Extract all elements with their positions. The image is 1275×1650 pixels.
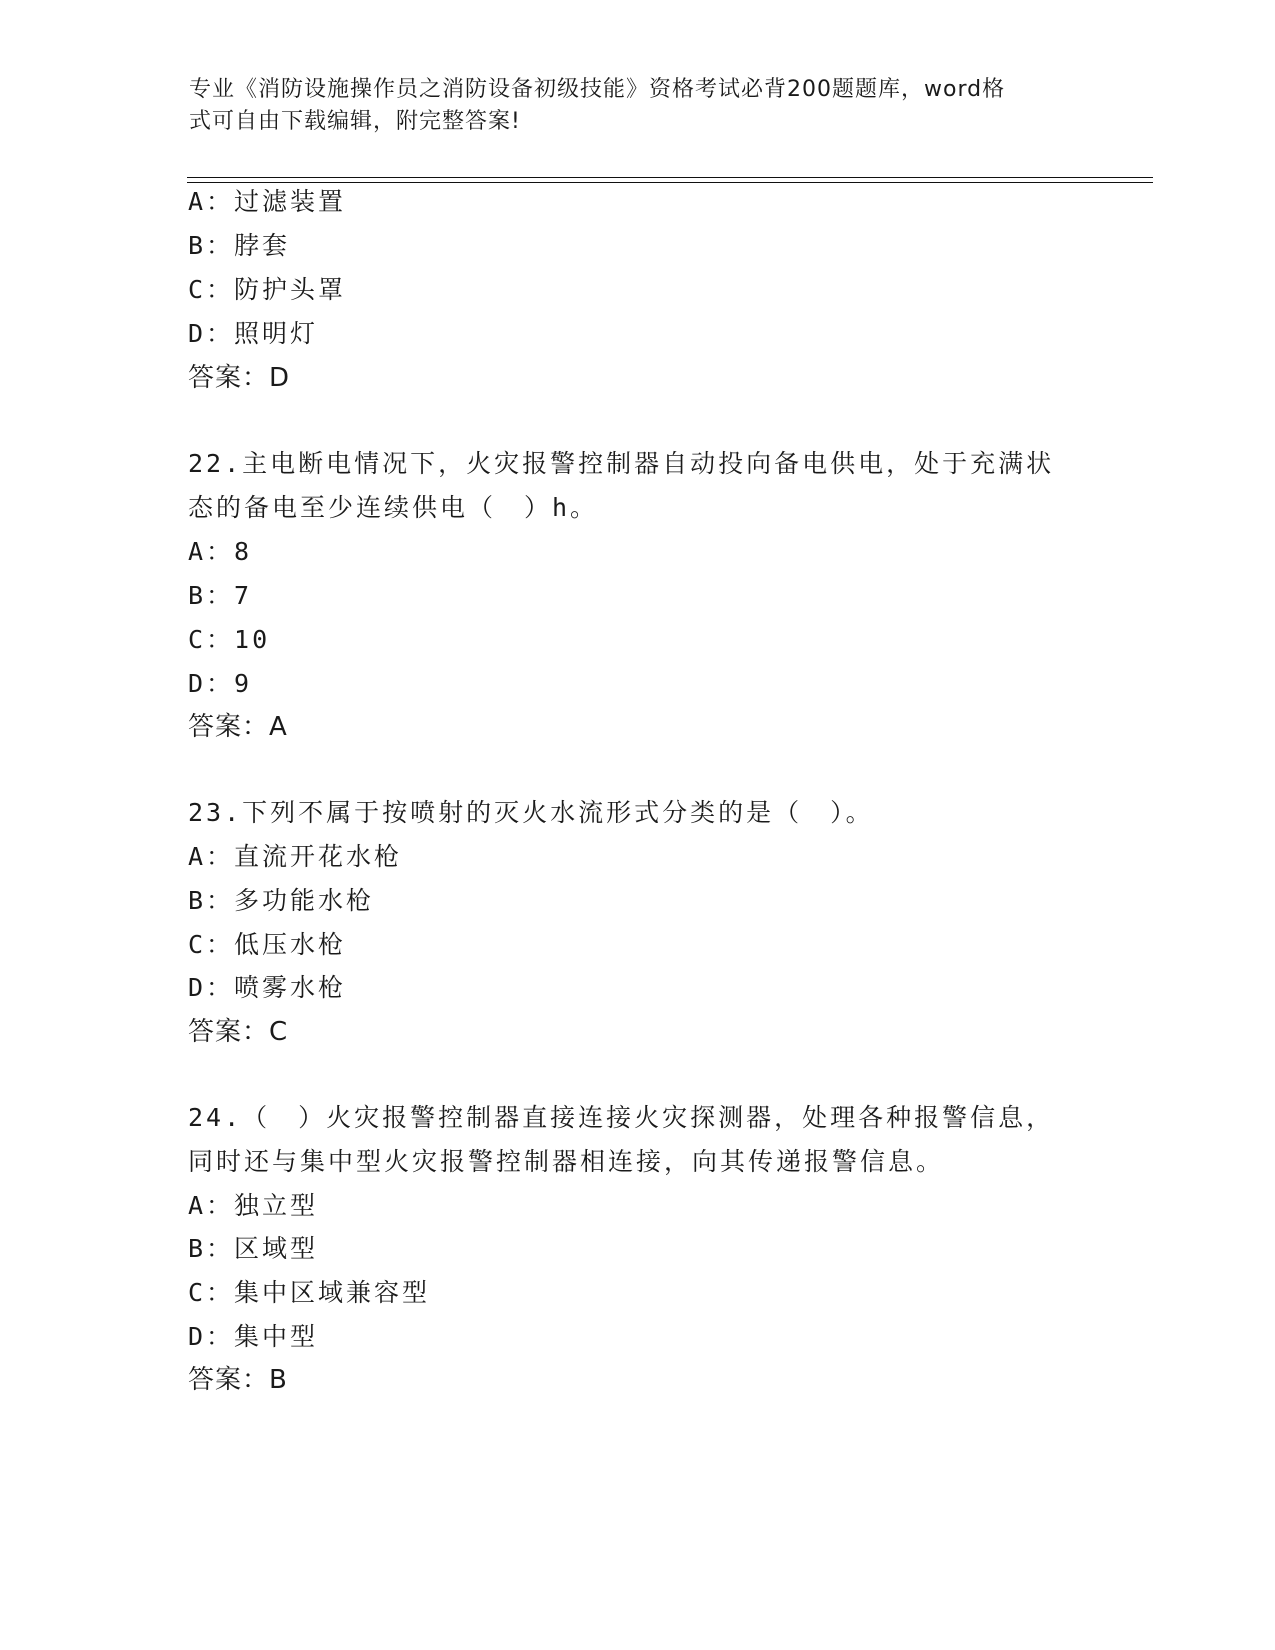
option-d: D：9 — [188, 669, 253, 698]
document-header — [189, 74, 1089, 138]
answer: 答案：A — [188, 712, 288, 742]
answer: 答案：B — [188, 1365, 288, 1395]
option-c: C：集中区域兼容型 — [188, 1278, 431, 1307]
option-b: B：脖套 — [188, 231, 291, 260]
option-c: C：10 — [188, 625, 271, 654]
header-divider-top — [187, 177, 1153, 178]
option-a: A：直流开花水枪 — [188, 842, 403, 871]
option-c: C：防护头罩 — [188, 275, 347, 304]
question-stem-line-1: 23.下列不属于按喷射的灭火水流形式分类的是（ ）。 — [188, 798, 874, 827]
option-a: A：8 — [188, 537, 253, 566]
answer: 答案：C — [188, 1017, 289, 1047]
header-line-1: 专业《消防设施操作员之消防设备初级技能》资格考试必背200题题库，word格 — [189, 77, 1006, 102]
option-b: B：区域型 — [188, 1234, 319, 1263]
question-stem-line-1: 24.（ ）火灾报警控制器直接连接火灾探测器，处理各种报警信息， — [188, 1103, 1055, 1132]
option-d: D：集中型 — [188, 1322, 319, 1351]
header-divider-bottom — [187, 182, 1153, 183]
question-stem-line-2: 态的备电至少连续供电（ ）h。 — [188, 493, 599, 522]
header-line-2: 式可自由下载编辑，附完整答案! — [189, 109, 521, 134]
question-stem-line-2: 同时还与集中型火灾报警控制器相连接，向其传递报警信息。 — [188, 1147, 945, 1176]
answer: 答案：D — [188, 363, 291, 393]
option-d: D：喷雾水枪 — [188, 973, 347, 1002]
option-b: B：多功能水枪 — [188, 886, 375, 915]
option-d: D：照明灯 — [188, 319, 319, 348]
option-c: C：低压水枪 — [188, 930, 347, 959]
option-a: A：过滤装置 — [188, 187, 347, 216]
question-stem-line-1: 22.主电断电情况下，火灾报警控制器自动投向备电供电，处于充满状 — [188, 449, 1055, 478]
option-a: A：独立型 — [188, 1191, 319, 1220]
option-b: B：7 — [188, 581, 253, 610]
